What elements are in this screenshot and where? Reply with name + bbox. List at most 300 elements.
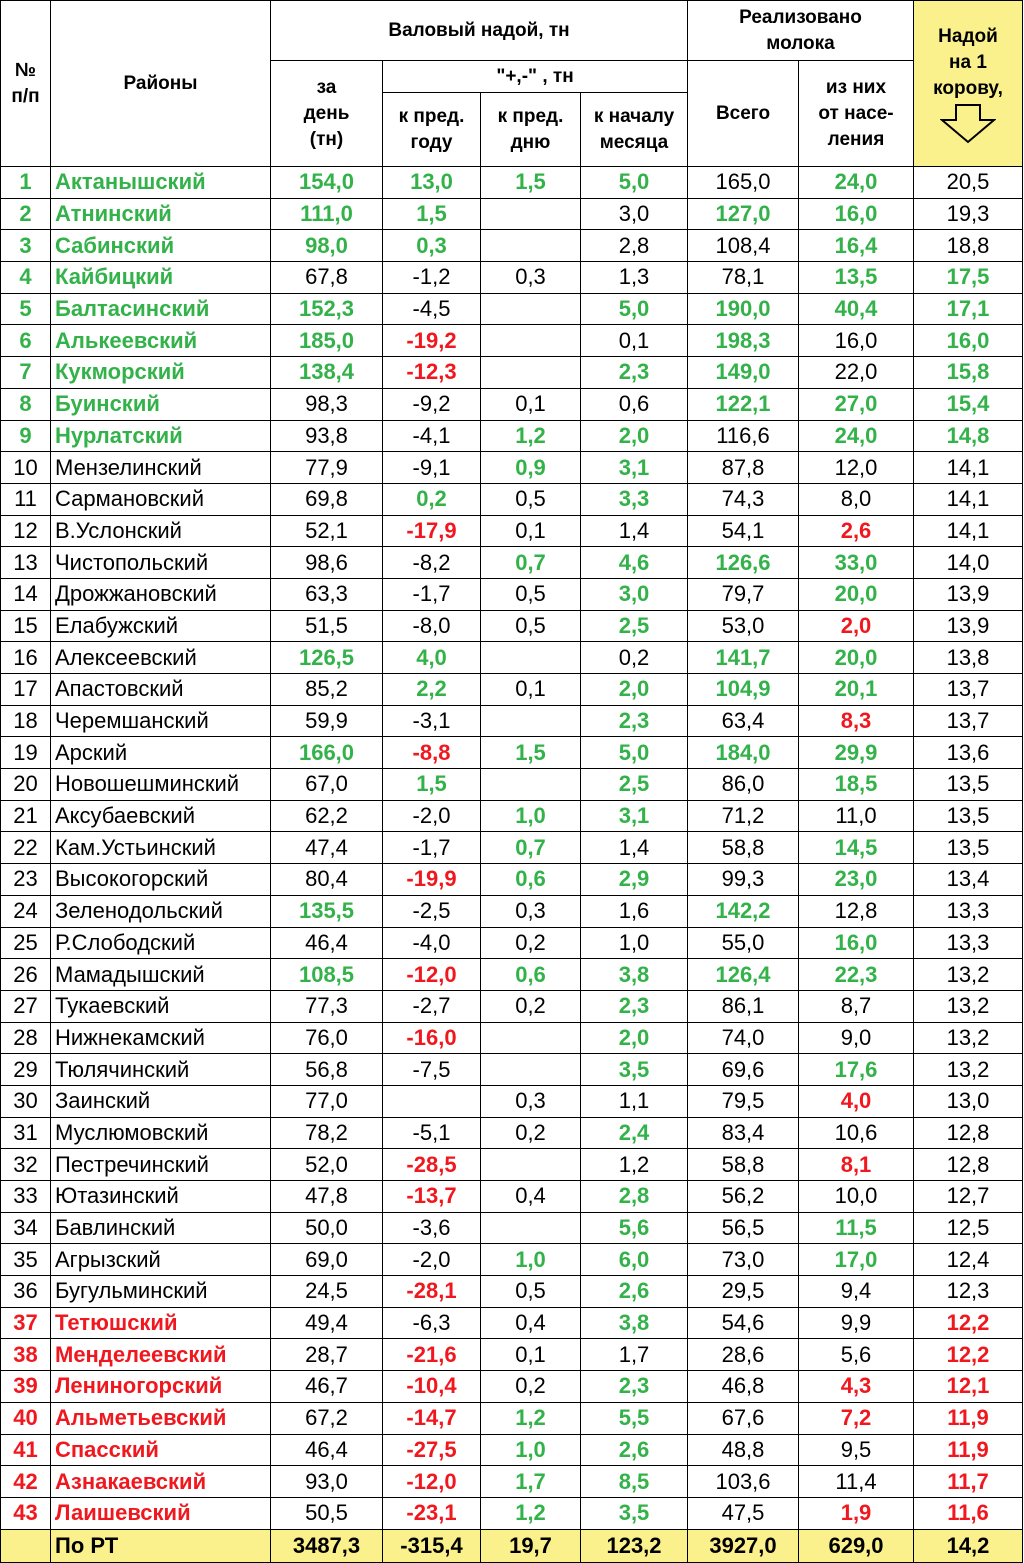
number: 4	[1, 262, 51, 294]
total-label: По РТ	[51, 1529, 271, 1562]
cell-value: 54,1	[688, 515, 799, 547]
cell-value: 13,6	[914, 737, 1023, 769]
cell-value: 12,2	[914, 1339, 1023, 1371]
cell-value	[481, 705, 581, 737]
number: 7	[1, 357, 51, 389]
district-name: Атнинский	[51, 198, 271, 230]
district-name: Мамадышский	[51, 959, 271, 991]
cell-value: 98,0	[271, 230, 383, 262]
cell-value: 5,6	[799, 1339, 914, 1371]
cell-value: 2,0	[581, 1022, 688, 1054]
cell-value: 2,6	[581, 1276, 688, 1308]
total-value: 19,7	[481, 1529, 581, 1562]
cell-value: 16,0	[799, 325, 914, 357]
cell-value: 98,6	[271, 547, 383, 579]
cell-value: 50,0	[271, 1212, 383, 1244]
cell-value: 0,3	[481, 1085, 581, 1117]
cell-value	[481, 1054, 581, 1086]
cell-value: 1,6	[581, 895, 688, 927]
cell-value: 12,3	[914, 1276, 1023, 1308]
cell-value: 15,4	[914, 388, 1023, 420]
cell-value: 47,5	[688, 1497, 799, 1529]
number: 9	[1, 420, 51, 452]
cell-value: 1,2	[581, 1149, 688, 1181]
total-value: 14,2	[914, 1529, 1023, 1562]
district-name: Сармановский	[51, 483, 271, 515]
cell-value: 6,0	[581, 1244, 688, 1276]
district-name: Алексеевский	[51, 642, 271, 674]
table-row	[1, 420, 1023, 452]
table-header	[1, 1, 1023, 167]
district-name: Актанышский	[51, 167, 271, 199]
table-row	[1, 610, 1023, 642]
cell-value: 86,1	[688, 990, 799, 1022]
cell-value: 8,0	[799, 483, 914, 515]
cell-value: 0,9	[481, 452, 581, 484]
cell-value: 12,2	[914, 1307, 1023, 1339]
cell-value: 138,4	[271, 357, 383, 389]
district-name: Пестречинский	[51, 1149, 271, 1181]
cell-value: 99,3	[688, 864, 799, 896]
cell-value: 46,7	[271, 1371, 383, 1403]
table-row	[1, 325, 1023, 357]
total-row	[1, 1529, 1023, 1562]
cell-value: 0,2	[481, 990, 581, 1022]
cell-value: 47,8	[271, 1181, 383, 1213]
district-name: Азнакаевский	[51, 1466, 271, 1498]
cell-value: 184,0	[688, 737, 799, 769]
cell-value: 0,6	[481, 864, 581, 896]
district-name: Тукаевский	[51, 990, 271, 1022]
cell-value: 13,2	[914, 990, 1023, 1022]
cell-value: 50,5	[271, 1497, 383, 1529]
cell-value: -28,5	[383, 1149, 481, 1181]
cell-value: 2,0	[799, 610, 914, 642]
number: 6	[1, 325, 51, 357]
number: 19	[1, 737, 51, 769]
cell-value: 16,0	[914, 325, 1023, 357]
cell-value: 1,0	[481, 800, 581, 832]
cell-value: 67,0	[271, 769, 383, 801]
district-name: Бавлинский	[51, 1212, 271, 1244]
number: 41	[1, 1434, 51, 1466]
district-name: Аксубаевский	[51, 800, 271, 832]
cell-value: 116,6	[688, 420, 799, 452]
cell-value: 1,3	[581, 262, 688, 294]
district-name: Бугульминский	[51, 1276, 271, 1308]
cell-value	[481, 1022, 581, 1054]
cell-value: -17,9	[383, 515, 481, 547]
number: 43	[1, 1497, 51, 1529]
cell-value: 69,6	[688, 1054, 799, 1086]
cell-value: 62,2	[271, 800, 383, 832]
cell-value	[481, 769, 581, 801]
cell-value: 3,5	[581, 1054, 688, 1086]
cell-value: 11,9	[914, 1434, 1023, 1466]
number: 42	[1, 1466, 51, 1498]
cell-value: 59,9	[271, 705, 383, 737]
district-name: Альметьевский	[51, 1402, 271, 1434]
cell-value: 63,3	[271, 578, 383, 610]
cell-value: 12,8	[914, 1117, 1023, 1149]
cell-value: 0,1	[581, 325, 688, 357]
header-sold-milk: Реализовано молока	[688, 1, 914, 61]
district-name: Новошешминский	[51, 769, 271, 801]
total-value: 123,2	[581, 1529, 688, 1562]
table-row	[1, 1497, 1023, 1529]
number: 27	[1, 990, 51, 1022]
cell-value: 104,9	[688, 674, 799, 706]
cell-value: 54,6	[688, 1307, 799, 1339]
number: 35	[1, 1244, 51, 1276]
cell-value: 2,8	[581, 230, 688, 262]
cell-value: 17,1	[914, 293, 1023, 325]
cell-value: 13,9	[914, 578, 1023, 610]
cell-value: 20,5	[914, 167, 1023, 199]
number: 30	[1, 1085, 51, 1117]
arrow-down-icon	[940, 104, 996, 144]
cell-value: 0,1	[481, 515, 581, 547]
cell-value: 63,4	[688, 705, 799, 737]
header-sold-total: Всего	[688, 61, 799, 167]
number: 13	[1, 547, 51, 579]
cell-value: 4,0	[799, 1085, 914, 1117]
table-row	[1, 737, 1023, 769]
cell-value: 0,2	[581, 642, 688, 674]
cell-value: 27,0	[799, 388, 914, 420]
cell-value: -9,2	[383, 388, 481, 420]
cell-value: 3,1	[581, 452, 688, 484]
cell-value: 149,0	[688, 357, 799, 389]
cell-value: 77,3	[271, 990, 383, 1022]
number: 29	[1, 1054, 51, 1086]
cell-value: 77,9	[271, 452, 383, 484]
cell-value: 111,0	[271, 198, 383, 230]
cell-value: 8,3	[799, 705, 914, 737]
cell-value: -23,1	[383, 1497, 481, 1529]
table-row	[1, 1307, 1023, 1339]
cell-value: -4,5	[383, 293, 481, 325]
cell-value: 3,0	[581, 198, 688, 230]
cell-value: 15,8	[914, 357, 1023, 389]
cell-value: 2,0	[581, 674, 688, 706]
district-name: Арский	[51, 737, 271, 769]
cell-value: 79,7	[688, 578, 799, 610]
cell-value: 73,0	[688, 1244, 799, 1276]
header-district: Районы	[51, 1, 271, 167]
cell-value: 17,0	[799, 1244, 914, 1276]
cell-value: 0,5	[481, 610, 581, 642]
cell-value: -3,6	[383, 1212, 481, 1244]
cell-value	[481, 1149, 581, 1181]
cell-value: -8,0	[383, 610, 481, 642]
header-prev-year: к пред. году	[383, 93, 481, 167]
cell-value: 108,4	[688, 230, 799, 262]
cell-value: 53,0	[688, 610, 799, 642]
cell-value: -12,0	[383, 959, 481, 991]
cell-value: 1,0	[581, 927, 688, 959]
table-row	[1, 864, 1023, 896]
total-value: 3487,3	[271, 1529, 383, 1562]
cell-value: -9,1	[383, 452, 481, 484]
cell-value: 154,0	[271, 167, 383, 199]
cell-value: 4,0	[383, 642, 481, 674]
cell-value: 0,4	[481, 1307, 581, 1339]
cell-value: 13,5	[799, 262, 914, 294]
district-name: Ютазинский	[51, 1181, 271, 1213]
header-per-day: за день (тн)	[271, 61, 383, 167]
header-per-cow: Надой на 1 корову,	[914, 1, 1023, 167]
cell-value: 3,0	[581, 578, 688, 610]
table-row	[1, 1022, 1023, 1054]
cell-value: 2,5	[581, 769, 688, 801]
cell-value: 2,3	[581, 1371, 688, 1403]
cell-value: 0,1	[481, 388, 581, 420]
cell-value: 13,2	[914, 1022, 1023, 1054]
cell-value: 58,8	[688, 832, 799, 864]
district-name: Кукморский	[51, 357, 271, 389]
cell-value: 3,3	[581, 483, 688, 515]
district-name: Дрожжановский	[51, 578, 271, 610]
cell-value: 48,8	[688, 1434, 799, 1466]
table-row	[1, 1244, 1023, 1276]
cell-value: 9,4	[799, 1276, 914, 1308]
table-row	[1, 674, 1023, 706]
number: 32	[1, 1149, 51, 1181]
cell-value: 2,6	[581, 1434, 688, 1466]
cell-value: 1,7	[481, 1466, 581, 1498]
district-name: Черемшанский	[51, 705, 271, 737]
cell-value: 11,5	[799, 1212, 914, 1244]
cell-value: 11,6	[914, 1497, 1023, 1529]
total-value: -315,4	[383, 1529, 481, 1562]
table-row	[1, 1466, 1023, 1498]
header-plus-minus: "+,-" , тн	[383, 61, 688, 93]
district-name: Спасский	[51, 1434, 271, 1466]
cell-value: 13,3	[914, 895, 1023, 927]
number: 2	[1, 198, 51, 230]
number: 16	[1, 642, 51, 674]
cell-value: -4,1	[383, 420, 481, 452]
cell-value: 67,8	[271, 262, 383, 294]
cell-value	[481, 198, 581, 230]
cell-value: 52,0	[271, 1149, 383, 1181]
cell-value: -3,1	[383, 705, 481, 737]
cell-value: 2,2	[383, 674, 481, 706]
number: 23	[1, 864, 51, 896]
number: 36	[1, 1276, 51, 1308]
cell-value: 69,0	[271, 1244, 383, 1276]
cell-value: 4,6	[581, 547, 688, 579]
table-row	[1, 1149, 1023, 1181]
number: 1	[1, 167, 51, 199]
cell-value: 0,6	[581, 388, 688, 420]
number: 37	[1, 1307, 51, 1339]
cell-value: 33,0	[799, 547, 914, 579]
cell-value: 24,0	[799, 167, 914, 199]
cell-value: 2,9	[581, 864, 688, 896]
cell-value: 12,0	[799, 452, 914, 484]
district-name: Нижнекамский	[51, 1022, 271, 1054]
cell-value: 22,3	[799, 959, 914, 991]
cell-value: -4,0	[383, 927, 481, 959]
cell-value: -2,0	[383, 800, 481, 832]
number: 18	[1, 705, 51, 737]
cell-value	[481, 325, 581, 357]
cell-value: 13,5	[914, 832, 1023, 864]
cell-value: 98,3	[271, 388, 383, 420]
number: 12	[1, 515, 51, 547]
table-row	[1, 1434, 1023, 1466]
district-name: Зеленодольский	[51, 895, 271, 927]
district-name: Кайбицкий	[51, 262, 271, 294]
cell-value: 12,8	[914, 1149, 1023, 1181]
number: 24	[1, 895, 51, 927]
table-row	[1, 357, 1023, 389]
cell-value: 14,1	[914, 483, 1023, 515]
cell-value: 18,8	[914, 230, 1023, 262]
cell-value: -19,2	[383, 325, 481, 357]
cell-value: 198,3	[688, 325, 799, 357]
cell-value: 18,5	[799, 769, 914, 801]
table-row	[1, 230, 1023, 262]
cell-value: 1,2	[481, 1402, 581, 1434]
district-name: Нурлатский	[51, 420, 271, 452]
cell-value: 4,3	[799, 1371, 914, 1403]
table-row	[1, 642, 1023, 674]
cell-value: 3,8	[581, 959, 688, 991]
total-value: 629,0	[799, 1529, 914, 1562]
cell-value: -5,1	[383, 1117, 481, 1149]
cell-value: -2,7	[383, 990, 481, 1022]
cell-value: 2,3	[581, 990, 688, 1022]
district-name: Мензелинский	[51, 452, 271, 484]
cell-value: 0,2	[481, 927, 581, 959]
cell-value: 93,0	[271, 1466, 383, 1498]
cell-value: 23,0	[799, 864, 914, 896]
cell-value: 12,4	[914, 1244, 1023, 1276]
total-number-cell	[1, 1529, 51, 1562]
district-name: Лаишевский	[51, 1497, 271, 1529]
cell-value: 166,0	[271, 737, 383, 769]
table-row	[1, 515, 1023, 547]
cell-value: 13,7	[914, 674, 1023, 706]
table-row	[1, 262, 1023, 294]
district-name: Менделеевский	[51, 1339, 271, 1371]
cell-value: 51,5	[271, 610, 383, 642]
table-body	[1, 167, 1023, 1563]
cell-value: 7,2	[799, 1402, 914, 1434]
table-row	[1, 1339, 1023, 1371]
total-value: 3927,0	[688, 1529, 799, 1562]
district-name: Агрызский	[51, 1244, 271, 1276]
cell-value: 17,6	[799, 1054, 914, 1086]
cell-value: 135,5	[271, 895, 383, 927]
cell-value: -1,7	[383, 578, 481, 610]
cell-value: 93,8	[271, 420, 383, 452]
district-name: Апастовский	[51, 674, 271, 706]
cell-value	[481, 293, 581, 325]
cell-value: 20,1	[799, 674, 914, 706]
cell-value: 0,2	[481, 1117, 581, 1149]
cell-value: 80,4	[271, 864, 383, 896]
district-name: Тетюшский	[51, 1307, 271, 1339]
cell-value: 1,4	[581, 832, 688, 864]
cell-value: 2,5	[581, 610, 688, 642]
cell-value: 13,0	[914, 1085, 1023, 1117]
cell-value: 2,3	[581, 705, 688, 737]
district-name: Чистопольский	[51, 547, 271, 579]
cell-value: 67,6	[688, 1402, 799, 1434]
cell-value: 17,5	[914, 262, 1023, 294]
cell-value: -2,0	[383, 1244, 481, 1276]
cell-value: 74,0	[688, 1022, 799, 1054]
cell-value	[481, 357, 581, 389]
cell-value: 126,6	[688, 547, 799, 579]
cell-value: -2,5	[383, 895, 481, 927]
cell-value: 5,6	[581, 1212, 688, 1244]
cell-value: -28,1	[383, 1276, 481, 1308]
cell-value: 9,9	[799, 1307, 914, 1339]
number: 26	[1, 959, 51, 991]
cell-value: 11,7	[914, 1466, 1023, 1498]
cell-value: 56,2	[688, 1181, 799, 1213]
cell-value: 14,1	[914, 515, 1023, 547]
number: 17	[1, 674, 51, 706]
cell-value: 79,5	[688, 1085, 799, 1117]
cell-value: 13,4	[914, 864, 1023, 896]
table-row	[1, 990, 1023, 1022]
cell-value: 56,8	[271, 1054, 383, 1086]
district-name: Алькеевский	[51, 325, 271, 357]
cell-value: 46,4	[271, 927, 383, 959]
cell-value: 28,7	[271, 1339, 383, 1371]
cell-value: 1,9	[799, 1497, 914, 1529]
cell-value: 1,1	[581, 1085, 688, 1117]
number: 21	[1, 800, 51, 832]
district-name: Кам.Устьинский	[51, 832, 271, 864]
cell-value: 0,1	[481, 1339, 581, 1371]
cell-value: 9,5	[799, 1434, 914, 1466]
cell-value: 13,5	[914, 769, 1023, 801]
cell-value: 16,0	[799, 198, 914, 230]
cell-value: 1,2	[481, 1497, 581, 1529]
cell-value: 40,4	[799, 293, 914, 325]
cell-value: 1,5	[481, 167, 581, 199]
cell-value: -16,0	[383, 1022, 481, 1054]
district-name: В.Услонский	[51, 515, 271, 547]
cell-value: 77,0	[271, 1085, 383, 1117]
cell-value: 2,0	[581, 420, 688, 452]
cell-value: 122,1	[688, 388, 799, 420]
cell-value: 5,0	[581, 167, 688, 199]
cell-value: 3,1	[581, 800, 688, 832]
cell-value: 13,8	[914, 642, 1023, 674]
table-row	[1, 1054, 1023, 1086]
cell-value: 49,4	[271, 1307, 383, 1339]
table-row	[1, 800, 1023, 832]
cell-value: 20,0	[799, 578, 914, 610]
cell-value: 13,5	[914, 800, 1023, 832]
cell-value: 126,5	[271, 642, 383, 674]
cell-value: 11,9	[914, 1402, 1023, 1434]
cell-value: -8,8	[383, 737, 481, 769]
cell-value: 2,4	[581, 1117, 688, 1149]
cell-value: 83,4	[688, 1117, 799, 1149]
cell-value: 2,3	[581, 357, 688, 389]
cell-value: 126,4	[688, 959, 799, 991]
cell-value: 9,0	[799, 1022, 914, 1054]
